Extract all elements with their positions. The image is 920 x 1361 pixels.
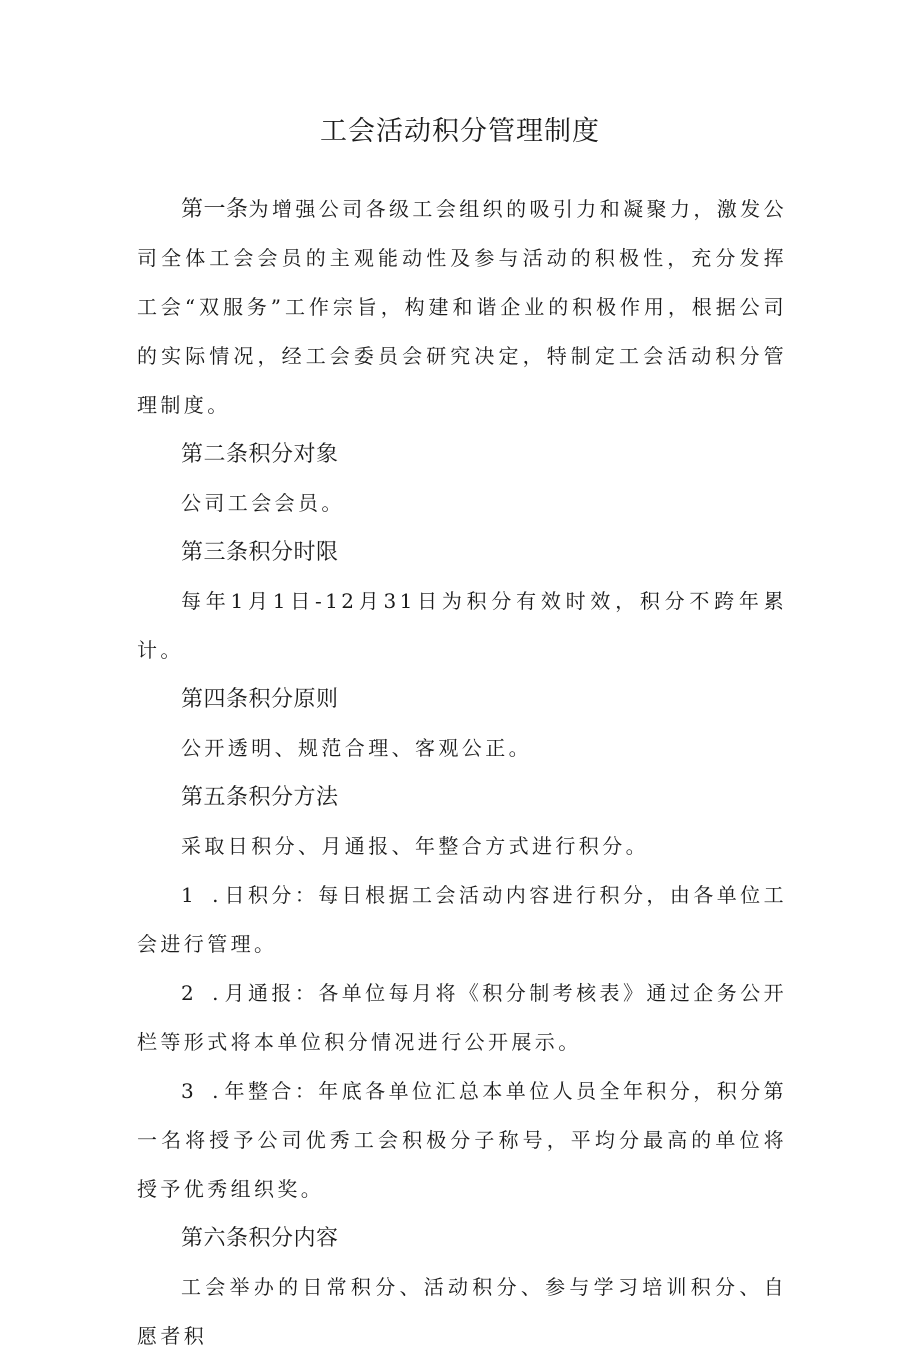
method-item-1-text: 日积分：每日根据工会活动内容进行积分，由各单位工会进行管理。 (137, 883, 787, 956)
article-4-text: 公开透明、规范合理、客观公正。 (181, 736, 532, 760)
method-item-1 (137, 871, 787, 969)
method-item-2-number: 2 . (181, 981, 225, 1005)
method-item-2 (137, 969, 787, 1067)
article-6-heading: 第六条积分内容 (181, 1226, 339, 1251)
method-item-3-text: 年整合：年底各单位汇总本单位人员全年积分，积分第一名将授予公司优秀工会积极分子称号，平均分最高的单位将授予优秀组织奖。 (137, 1079, 787, 1201)
method-item-3-number: 3 . (181, 1079, 225, 1103)
article-3-text: 每年1月1日-12月31日为积分有效时效，积分不跨年累计。 (137, 589, 787, 662)
article-1-label: 第一条 (181, 197, 249, 222)
article-5-heading: 第五条积分方法 (181, 785, 339, 810)
article-1-text: 为增强公司各级工会组织的吸引力和凝聚力，激发公司全体工会会员的主观能动性及参与活动的积极性，充分发挥工会“双服务”工作宗旨，构建和谐企业的积极作用，根据公司的实际情况，经工会委员会研究决定，特制定工会活动积分管理制度。 (137, 197, 787, 417)
method-item-2-text: 月通报：各单位每月将《积分制考核表》通过企务公开栏等形式将本单位积分情况进行公开展示。 (137, 981, 787, 1054)
article-2-heading: 第二条积分对象 (181, 442, 339, 467)
method-item-3 (137, 1067, 787, 1214)
article-6-text: 工会举办的日常积分、活动积分、参与学习培训积分、自愿者积 (137, 1275, 787, 1348)
article-1-paragraph (137, 185, 787, 430)
document-title: 工会活动积分管理制度 (320, 116, 600, 147)
article-3-heading: 第三条积分时限 (181, 540, 339, 565)
article-5-text: 采取日积分、月通报、年整合方式进行积分。 (181, 834, 649, 858)
article-4-heading: 第四条积分原则 (181, 687, 339, 712)
article-2-text: 公司工会会员。 (181, 491, 345, 515)
method-item-1-number: 1 . (181, 883, 225, 907)
document-body (137, 185, 787, 1361)
